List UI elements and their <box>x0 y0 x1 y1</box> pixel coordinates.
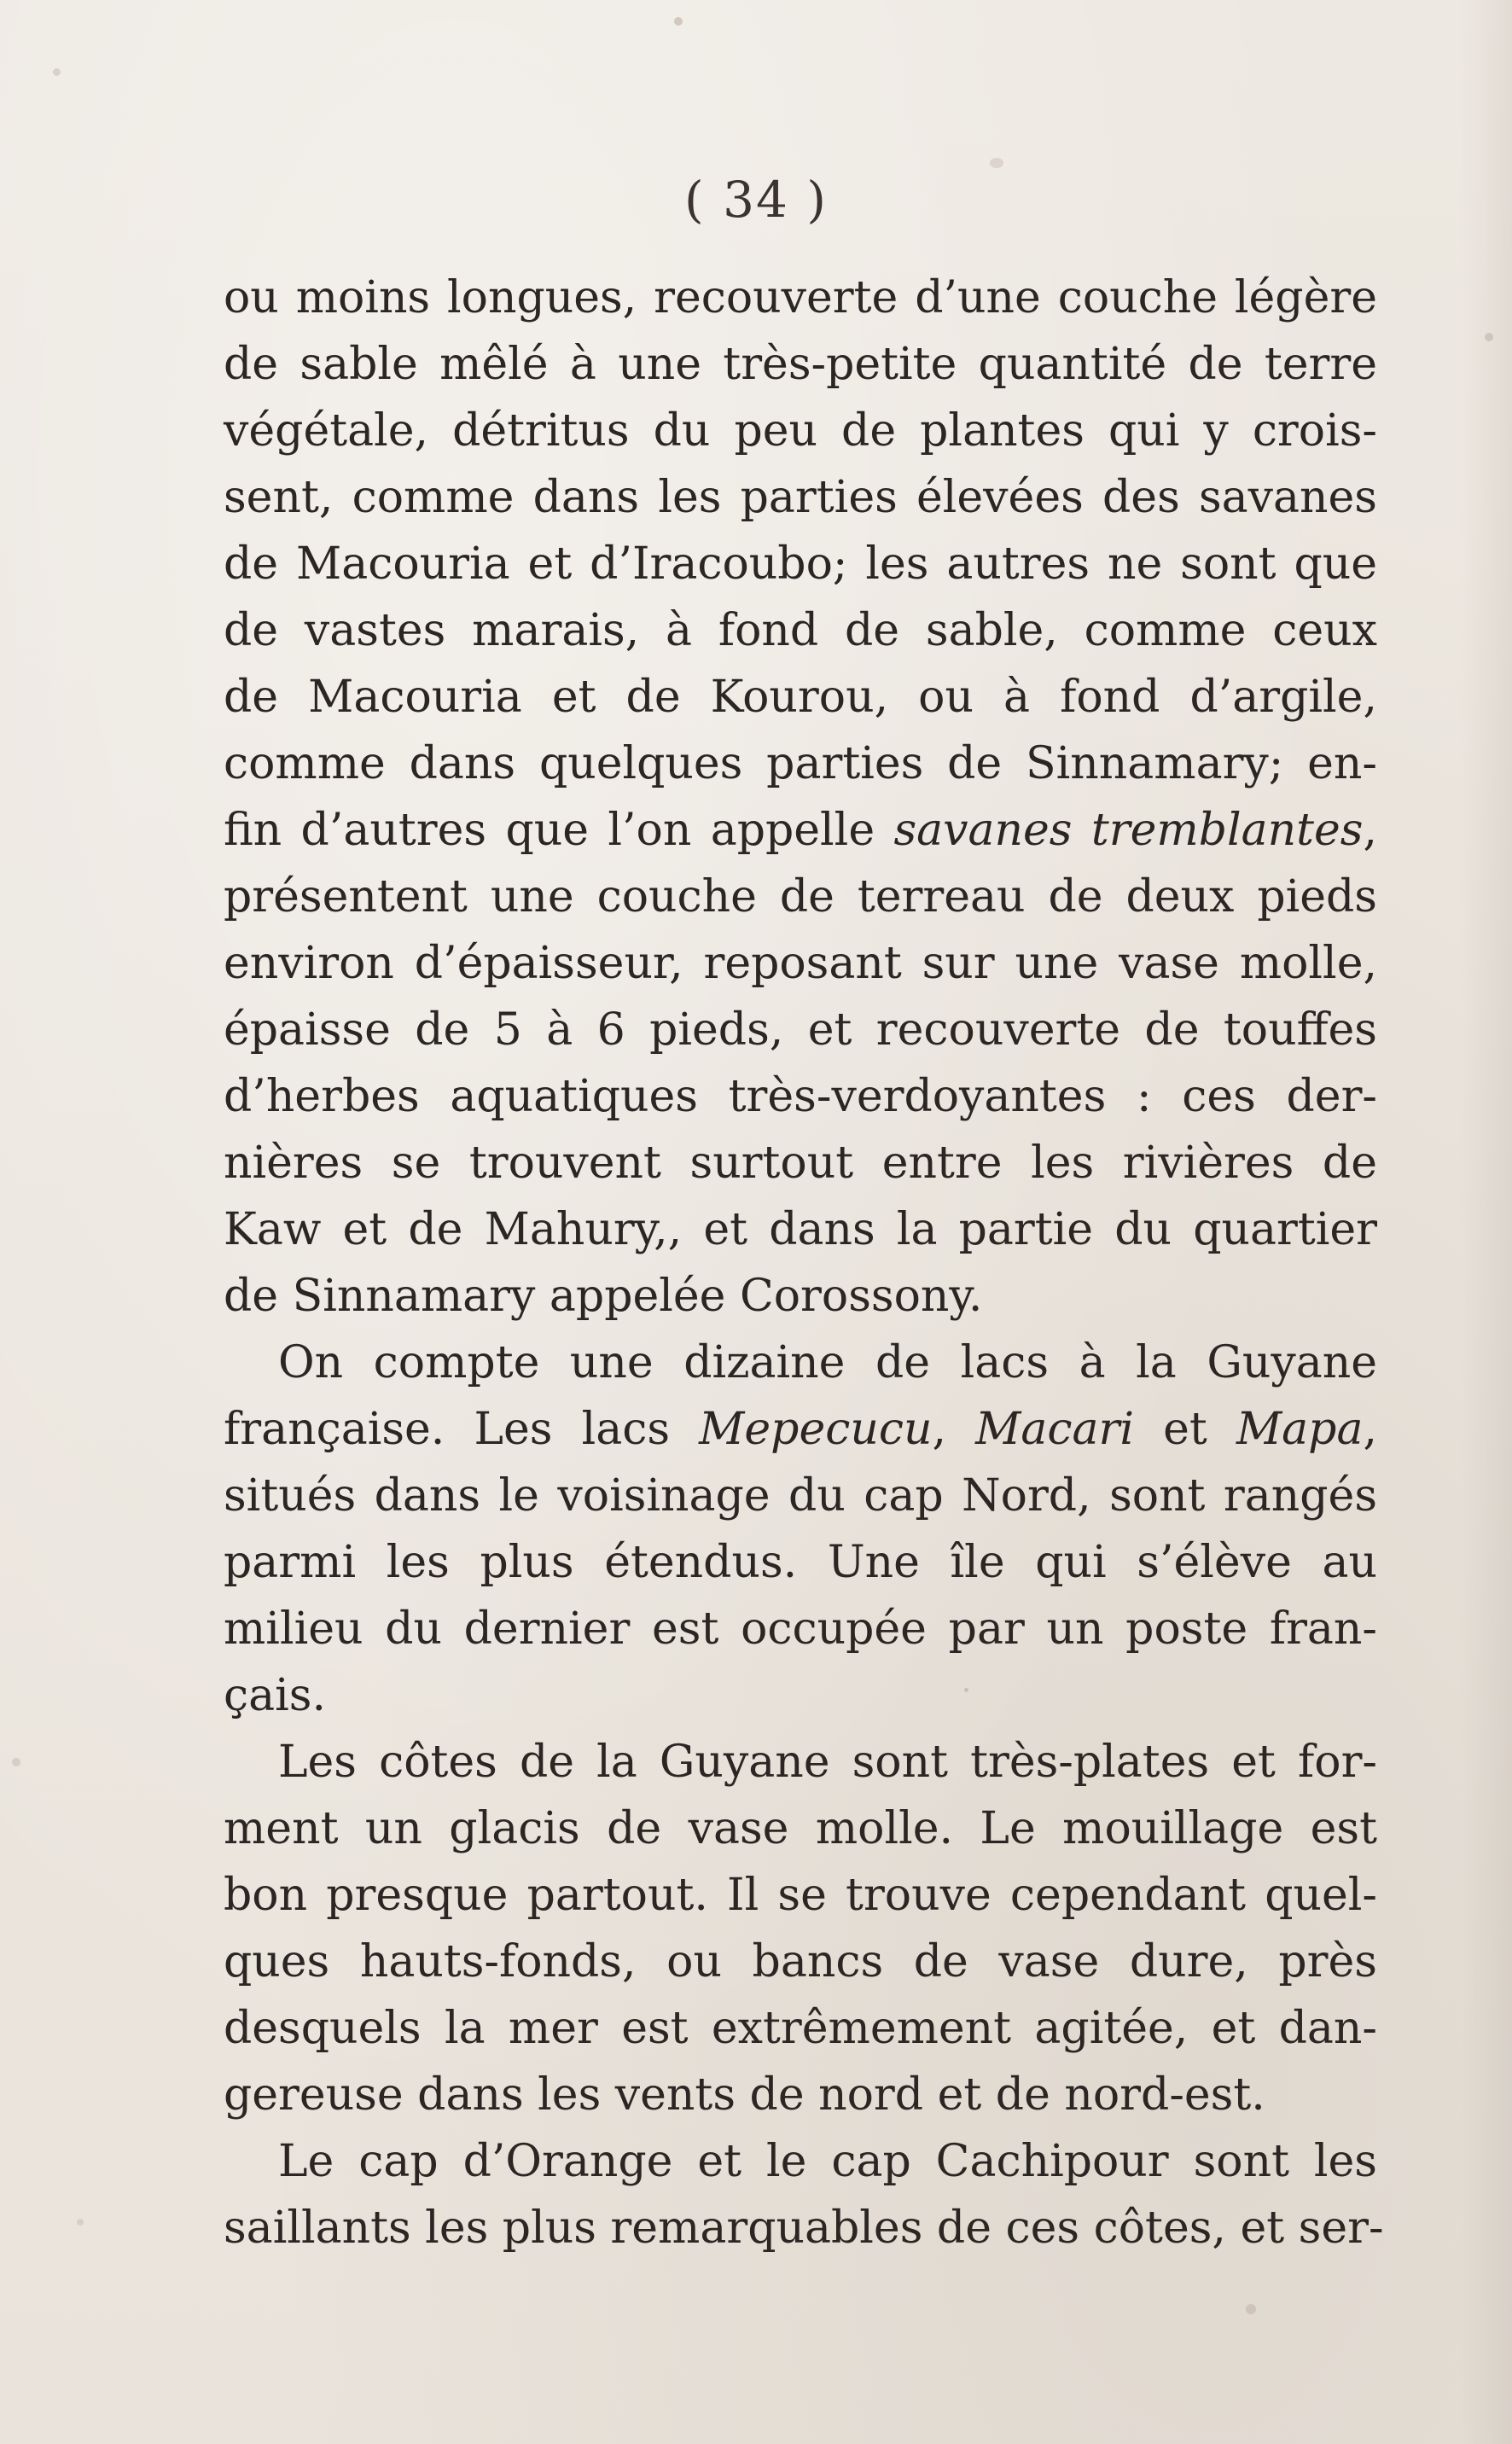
text-line: d’herbes aquatiques très-verdoyantes : ces der- <box>224 1071 1377 1122</box>
text-segment: et <box>1134 1404 1236 1455</box>
text-line: gereuse dans les vents de nord et de nord-est. <box>224 2069 1265 2121</box>
text-line: de Sinnamary appelée Corossony. <box>224 1271 983 1322</box>
text-line: de vastes marais, à fond de sable, comme ceux <box>224 605 1377 656</box>
text-line: nières se trouvent surtout entre les rivières de <box>224 1138 1377 1189</box>
text-line: çais. <box>224 1670 326 1721</box>
text-segment: , <box>932 1404 976 1455</box>
paper-speck <box>674 17 683 26</box>
text-line: de sable mêlé à une très-petite quantité de terre <box>224 339 1377 390</box>
body-text <box>224 265 1384 2261</box>
italic-term: Mapa <box>1236 1404 1364 1455</box>
paper-speck <box>12 1758 20 1766</box>
text-segment: française. Les lacs <box>224 1404 700 1455</box>
text-line: végétale, détritus du peu de plantes qui y crois- <box>224 405 1377 457</box>
paper-speck <box>1485 333 1493 341</box>
text-segment: , <box>1363 1404 1378 1455</box>
italic-term: Mepecucu <box>699 1404 933 1455</box>
paper-speck <box>990 158 1003 168</box>
text-line: de Macouria et d’Iracoubo; les autres ne sont que <box>224 538 1377 590</box>
text-segment: fin d’autres que l’on appelle <box>224 805 894 856</box>
paper-speck <box>53 68 61 76</box>
text-line <box>224 797 1377 864</box>
text-line: situés dans le voisinage du cap Nord, sont rangés <box>224 1470 1377 1522</box>
text-line: comme dans quelques parties de Sinnamary; en- <box>224 738 1377 789</box>
text-line: ment un glacis de vase molle. Le mouillage est <box>224 1803 1377 1854</box>
text-line: desquels la mer est extrêmement agitée, et dan- <box>224 2003 1377 2054</box>
paragraph-first-line: Le cap d’Orange et le cap Cachipour sont les <box>278 2136 1377 2187</box>
text-line <box>224 1396 1377 1463</box>
text-line: milieu du dernier est occupée par un poste fran- <box>224 1603 1377 1655</box>
text-segment: , <box>1363 805 1377 856</box>
text-line: présentent une couche de terreau de deux pieds <box>224 871 1377 922</box>
text-line: Kaw et de Mahury,, et dans la partie du quartier <box>224 1204 1377 1255</box>
italic-term: Macari <box>975 1404 1134 1455</box>
paper-speck <box>1246 2304 1256 2314</box>
paper-speck <box>77 2219 84 2226</box>
italic-term: savanes tremblantes <box>893 805 1364 856</box>
text-line: saillants les plus remarquables de ces côtes, et ser- <box>224 2203 1384 2254</box>
text-line: bon presque partout. Il se trouve cependant quel- <box>224 1870 1377 1921</box>
text-line: épaisse de 5 à 6 pieds, et recouverte de touffes <box>224 1004 1377 1056</box>
paragraph-first-line: On compte une dizaine de lacs à la Guyane <box>278 1337 1377 1388</box>
text-line: ou moins longues, recouverte d’une couche légère <box>224 272 1377 323</box>
text-line: sent, comme dans les parties élevées des savanes <box>224 472 1377 523</box>
text-line: environ d’épaisseur, reposant sur une vase molle, <box>224 938 1377 989</box>
text-line: de Macouria et de Kourou, ou à fond d’argile, <box>224 672 1377 723</box>
text-line: parmi les plus étendus. Une île qui s’élève au <box>224 1537 1377 1588</box>
page-number: ( 34 ) <box>684 171 828 229</box>
text-line: ques hauts-fonds, ou bancs de vase dure, près <box>224 1936 1377 1987</box>
paragraph-first-line: Les côtes de la Guyane sont très-plates et for- <box>278 1737 1377 1788</box>
page-edge-shadow <box>1461 0 1512 2444</box>
